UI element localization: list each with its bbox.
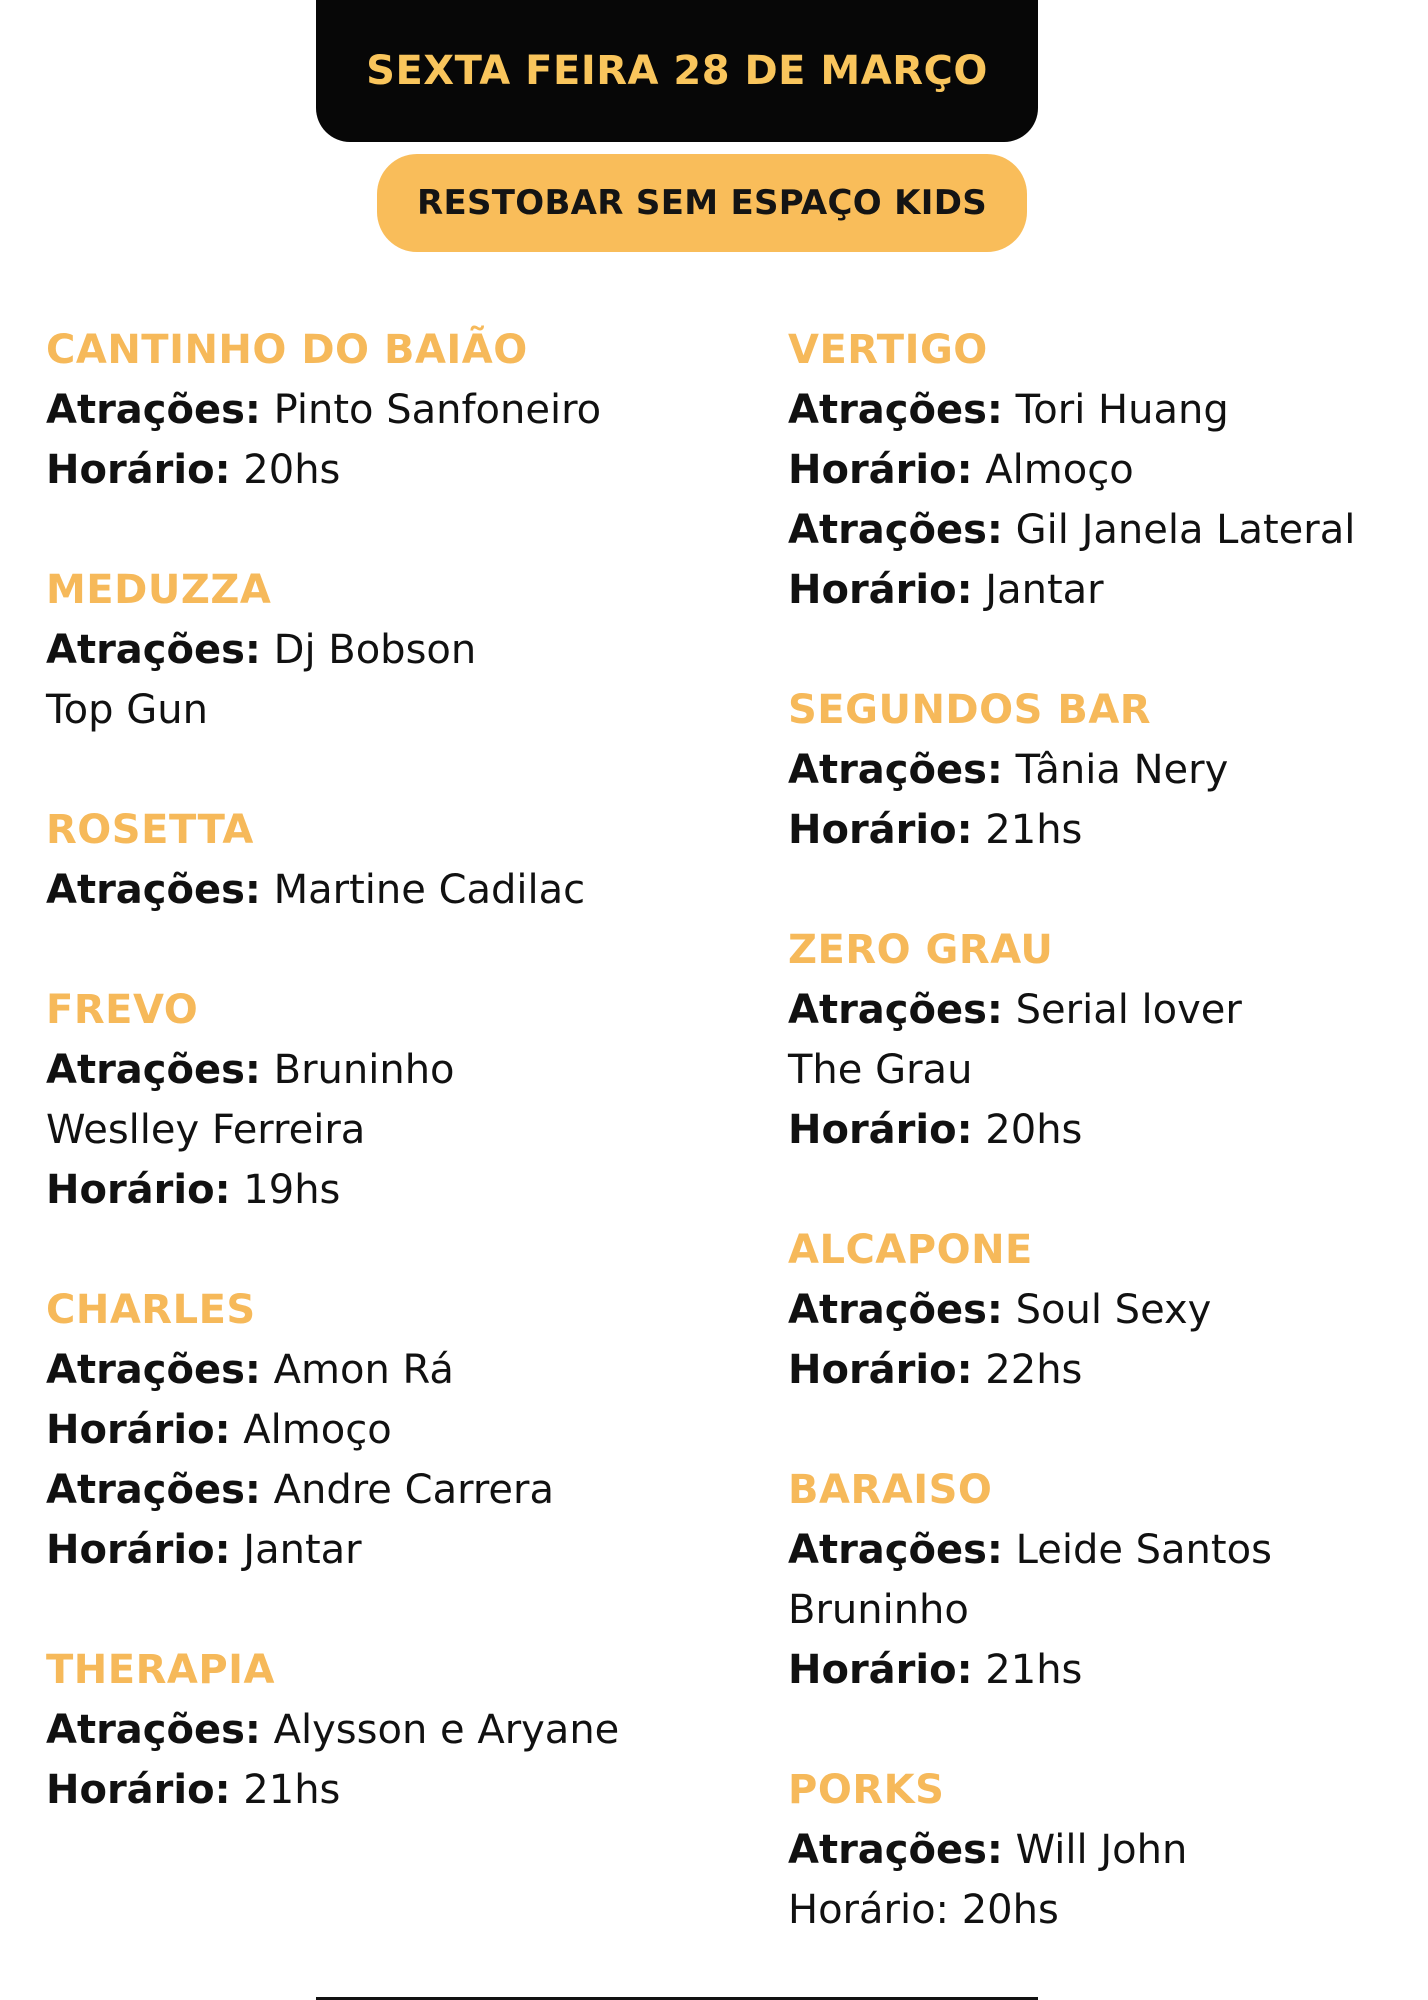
venue-name: ZERO GRAU xyxy=(788,927,1054,973)
line-value: Andre Carrera xyxy=(260,1467,554,1513)
venue-info-line xyxy=(788,980,1408,1040)
line-value: Dj Bobson xyxy=(260,627,477,673)
venue-block xyxy=(46,1640,706,1820)
line-value: Top Gun xyxy=(46,687,208,733)
venue-name: CANTINHO DO BAIÃO xyxy=(46,327,528,373)
line-value: Amon Rá xyxy=(260,1347,454,1393)
line-value: Serial lover xyxy=(1002,987,1242,1033)
header-date-text: SEXTA FEIRA 28 DE MARÇO xyxy=(366,48,988,94)
venue-info-line xyxy=(788,1580,1408,1640)
line-label: Horário: xyxy=(46,447,231,493)
venue-name: ROSETTA xyxy=(46,807,254,853)
line-value: Alysson e Aryane xyxy=(260,1707,620,1753)
line-value: 22hs xyxy=(972,1347,1083,1393)
schedule-column-right xyxy=(788,320,1408,2000)
venue-info-line xyxy=(46,620,706,680)
line-value: 21hs xyxy=(972,1647,1083,1693)
schedule-column-left xyxy=(46,320,706,1880)
venue-info-line xyxy=(46,1340,706,1400)
line-value: 20hs xyxy=(230,447,341,493)
venue-name: ALCAPONE xyxy=(788,1227,1033,1273)
venue-block xyxy=(788,1760,1408,1940)
line-value: Jantar xyxy=(230,1527,362,1573)
venue-name: MEDUZZA xyxy=(46,567,272,613)
venue-info-line xyxy=(788,740,1408,800)
venue-info-line xyxy=(788,1100,1408,1160)
line-value: Leide Santos xyxy=(1002,1527,1272,1573)
venue-block xyxy=(46,1280,706,1580)
line-label: Atrações: xyxy=(788,1527,1003,1573)
line-value: Weslley Ferreira xyxy=(46,1107,366,1153)
line-label: Atrações: xyxy=(788,507,1003,553)
venue-info-line xyxy=(46,860,706,920)
venue-block xyxy=(46,320,706,500)
line-label: Atrações: xyxy=(46,387,261,433)
line-label: Horário: xyxy=(46,1167,231,1213)
venue-name: SEGUNDOS BAR xyxy=(788,687,1152,733)
venue-name: BARAISO xyxy=(788,1467,993,1513)
venue-info-line xyxy=(788,800,1408,860)
venue-info-line xyxy=(788,440,1408,500)
venue-info-line xyxy=(788,1340,1408,1400)
venue-info-line xyxy=(46,1520,706,1580)
header-subtitle-pill xyxy=(377,154,1027,252)
venue-info-line xyxy=(46,380,706,440)
venue-info-line xyxy=(46,1700,706,1760)
line-label: Atrações: xyxy=(46,627,261,673)
line-label: Atrações: xyxy=(788,1287,1003,1333)
line-value: Bruninho xyxy=(788,1587,969,1633)
line-value: Gil Janela Lateral xyxy=(1002,507,1356,553)
line-value: 21hs xyxy=(230,1767,341,1813)
line-label: Horário: xyxy=(788,1107,973,1153)
line-value: Jantar xyxy=(972,567,1104,613)
line-value: Soul Sexy xyxy=(1002,1287,1212,1333)
line-label: Horário: xyxy=(788,1347,973,1393)
line-label: Horário: xyxy=(788,1647,973,1693)
line-label: Horário: xyxy=(788,447,973,493)
venue-block xyxy=(788,320,1408,620)
line-label: Horário: xyxy=(46,1767,231,1813)
venue-info-line xyxy=(46,1040,706,1100)
line-label: Atrações: xyxy=(788,987,1003,1033)
line-label: Horário: xyxy=(788,567,973,613)
line-value: Bruninho xyxy=(260,1047,455,1093)
venue-info-line xyxy=(788,1880,1408,1940)
line-label: Atrações: xyxy=(46,1047,261,1093)
venue-info-line xyxy=(788,500,1408,560)
line-value: Pinto Sanfoneiro xyxy=(260,387,602,433)
line-value: Almoço xyxy=(230,1407,392,1453)
header-date-banner xyxy=(316,0,1038,142)
line-label: Atrações: xyxy=(46,1347,261,1393)
line-label: Horário: xyxy=(788,1887,950,1933)
line-value: Tânia Nery xyxy=(1002,747,1229,793)
venue-info-line xyxy=(788,1280,1408,1340)
line-value: 20hs xyxy=(949,1887,1059,1933)
line-label: Atrações: xyxy=(788,747,1003,793)
venue-info-line xyxy=(788,1640,1408,1700)
venue-info-line xyxy=(46,1400,706,1460)
venue-info-line xyxy=(788,1520,1408,1580)
venue-name: THERAPIA xyxy=(46,1647,275,1693)
venue-info-line xyxy=(46,440,706,500)
venue-info-line xyxy=(46,1760,706,1820)
line-value: The Grau xyxy=(788,1047,973,1093)
line-label: Horário: xyxy=(46,1527,231,1573)
line-value: 21hs xyxy=(972,807,1083,853)
venue-info-line xyxy=(788,1040,1408,1100)
venue-info-line xyxy=(788,560,1408,620)
venue-info-line xyxy=(788,380,1408,440)
venue-block xyxy=(46,980,706,1220)
venue-block xyxy=(788,920,1408,1160)
line-value: Tori Huang xyxy=(1002,387,1229,433)
line-value: Almoço xyxy=(972,447,1134,493)
venue-info-line xyxy=(46,1160,706,1220)
venue-block xyxy=(788,1460,1408,1700)
line-label: Atrações: xyxy=(788,1827,1003,1873)
line-label: Horário: xyxy=(46,1407,231,1453)
venue-name: CHARLES xyxy=(46,1287,256,1333)
venue-info-line xyxy=(46,680,706,740)
venue-info-line xyxy=(46,1100,706,1160)
venue-block xyxy=(46,800,706,920)
venue-name: VERTIGO xyxy=(788,327,988,373)
line-label: Horário: xyxy=(788,807,973,853)
line-value: Will John xyxy=(1002,1827,1188,1873)
venue-info-line xyxy=(46,1460,706,1520)
header-subtitle-text: RESTOBAR SEM ESPAÇO KIDS xyxy=(416,183,988,223)
line-value: 20hs xyxy=(972,1107,1083,1153)
line-label: Atrações: xyxy=(788,387,1003,433)
venue-name: FREVO xyxy=(46,987,199,1033)
line-label: Atrações: xyxy=(46,867,261,913)
venue-block xyxy=(788,1220,1408,1400)
line-label: Atrações: xyxy=(46,1707,261,1753)
line-value: 19hs xyxy=(230,1167,341,1213)
venue-block xyxy=(788,680,1408,860)
venue-info-line xyxy=(788,1820,1408,1880)
line-label: Atrações: xyxy=(46,1467,261,1513)
line-value: Martine Cadilac xyxy=(260,867,586,913)
venue-block xyxy=(46,560,706,740)
venue-name: PORKS xyxy=(788,1767,945,1813)
